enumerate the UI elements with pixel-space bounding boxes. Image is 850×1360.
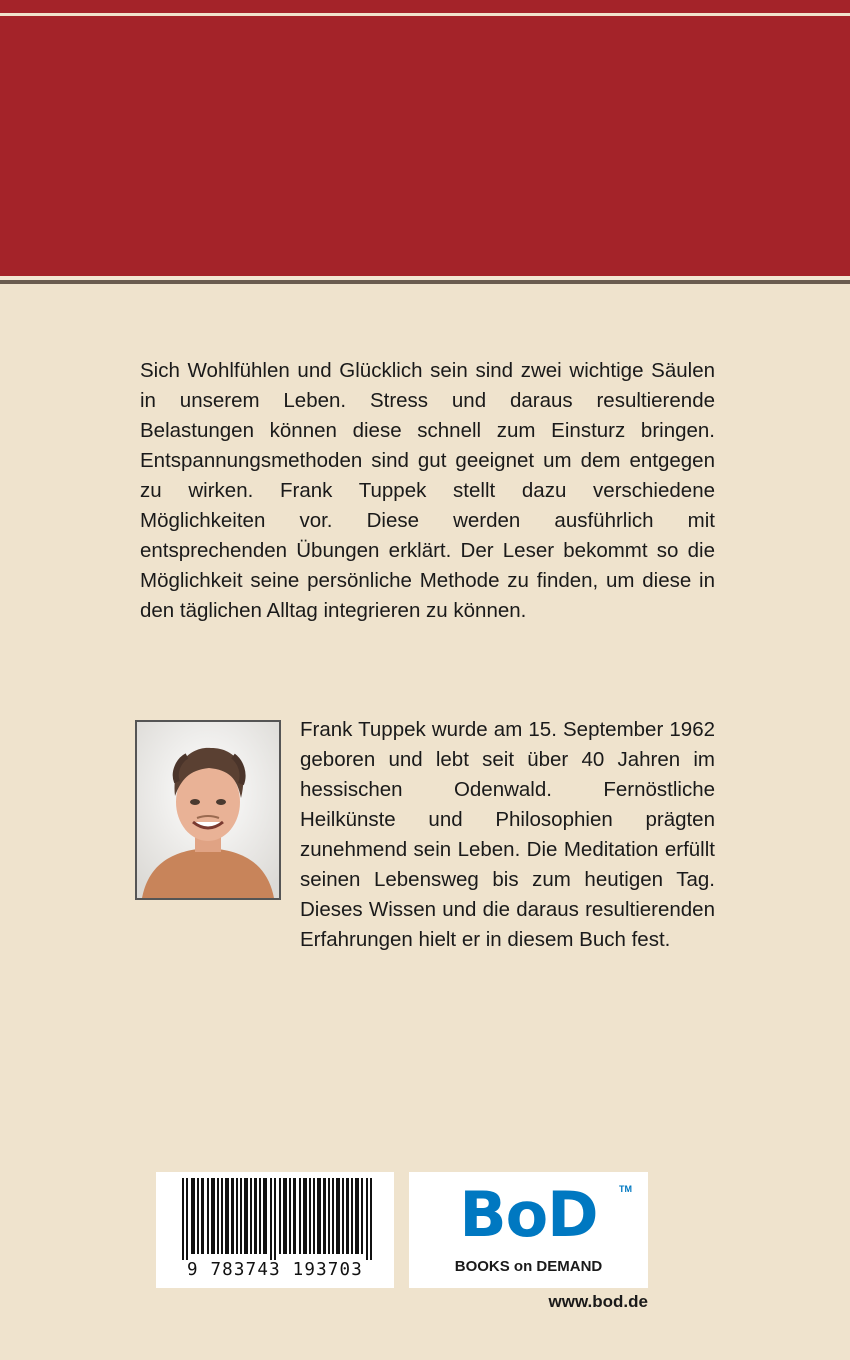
publisher-tagline: BOOKS on DEMAND <box>454 1258 603 1275</box>
barcode-bars <box>166 1178 384 1260</box>
author-portrait-image <box>137 722 279 898</box>
publisher-website: www.bod.de <box>548 1292 648 1311</box>
publisher-logo <box>409 1172 648 1288</box>
trademark-symbol: TM <box>619 1184 632 1194</box>
cover-top-band <box>0 0 850 276</box>
top-rule <box>0 13 850 16</box>
author-bio: Frank Tuppek wurde am 15. September 1962 geboren und lebt seit über 40 Jahren im hessischen Odenwald. Fernöstliche Heilkünste und Philosophien prägten zunehmend sein Leben. Die Meditation erfüllt seinen Lebensweg bis zum heutigen Tag. Dieses Wissen und die daraus resultierenden Erfahrungen hielt er in diesem Buch fest. <box>300 718 715 951</box>
author-photo <box>135 720 281 900</box>
book-blurb: Sich Wohlfühlen und Glücklich sein sind zwei wichtige Säulen in unserem Leben. Stress und daraus resultierende Belastungen können diese schnell zum Einsturz bringen. Entspannungsmethoden sind gut geeignet um dem entgegen zu wirken. Frank Tuppek stellt dazu verschiedene Möglichkeiten vor. Diese werden ausführlich mit entsprechenden Übungen erklärt. Der Leser bekommt so die Möglichkeit seine persönliche Methode zu finden, um diese in den täglichen Alltag integrieren zu können. <box>140 359 715 622</box>
isbn-number: 9 783743 193703 <box>186 1260 364 1280</box>
band-divider <box>0 276 850 284</box>
isbn-barcode <box>156 1172 394 1288</box>
bod-logo-mark: BoD <box>459 1178 598 1251</box>
